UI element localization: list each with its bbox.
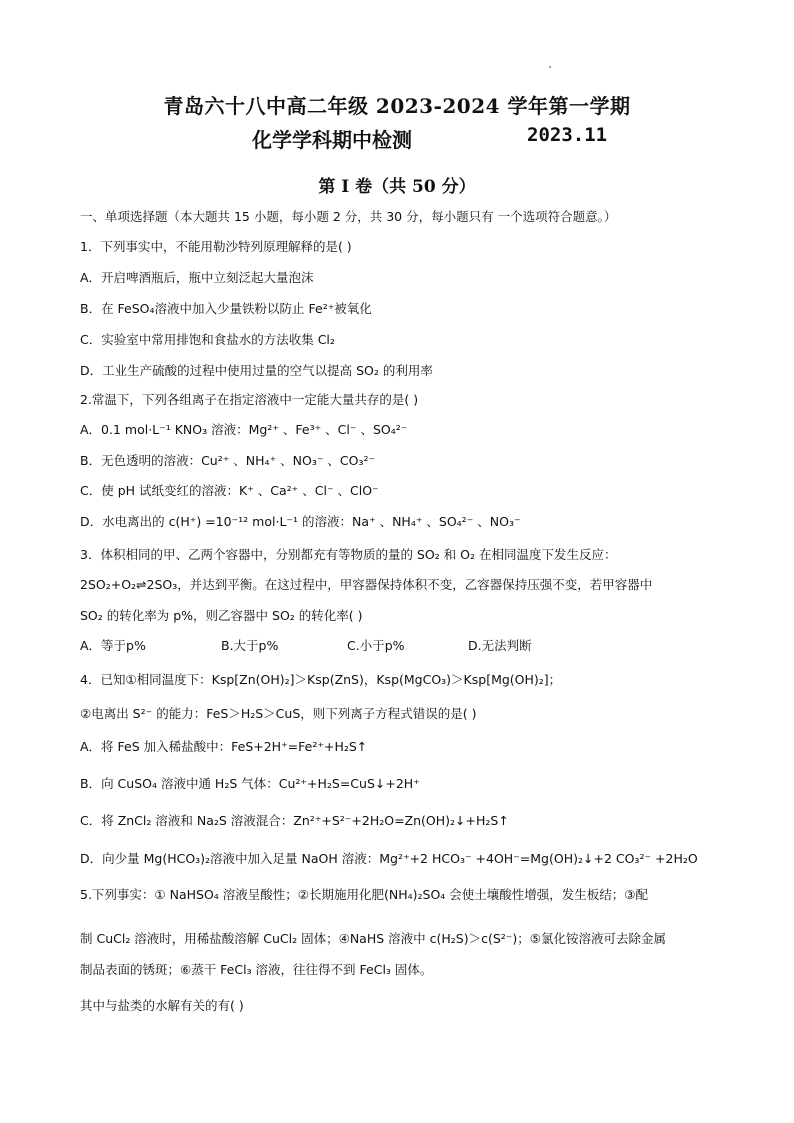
q1-option-a: A．开启啤酒瓶后，瓶中立刻泛起大量泡沫 (80, 270, 314, 285)
exam-subtitle: 化学学科期中检测 (252, 128, 412, 152)
q3-option-c: C.小于p% (347, 638, 405, 653)
q1-option-c: C．实验室中常用排饱和食盐水的方法收集 Cl₂ (80, 332, 335, 347)
q3-stem-line3: SO₂ 的转化率为 p%，则乙容器中 SO₂ 的转化率( ) (80, 608, 363, 623)
q2-stem: 2.常温下，下列各组离子在指定溶液中一定能大量共存的是( ) (80, 392, 419, 407)
q4-option-a: A．将 FeS 加入稀盐酸中：FeS+2H⁺=Fe²⁺+H₂S↑ (80, 739, 368, 754)
q3-stem-line2: 2SO₂+O₂⇌2SO₃，并达到平衡。在这过程中，甲容器保持体积不变，乙容器保持压强不变，若甲容器中 (80, 577, 653, 592)
q2-option-a: A．0.1 mol·L⁻¹ KNO₃ 溶液：Mg²⁺ 、Fe³⁺ 、Cl⁻ 、SO₄²⁻ (80, 422, 408, 437)
exam-title: 青岛六十八中高二年级 2023-2024 学年第一学期 (163, 94, 631, 118)
q3-option-d: D.无法判断 (468, 638, 532, 653)
q5-stem-line1: 5.下列事实：① NaHSO₄ 溶液呈酸性；②长期施用化肥(NH₄)₂SO₄ 会使土壤酸性增强，发生板结；③配 (80, 887, 648, 902)
exam-date: 2023.11 (527, 124, 608, 146)
q2-option-b: B．无色透明的溶液：Cu²⁺ 、NH₄⁺ 、NO₃⁻ 、CO₃²⁻ (80, 453, 376, 468)
q1-stem: 1．下列事实中，不能用勒沙特列原理解释的是( ) (80, 239, 352, 254)
q5-stem-line4: 其中与盐类的水解有关的有( ) (80, 998, 244, 1013)
section-instructions: 一、单项选择题（本大题共 15 小题，每小题 2 分，共 30 分，每小题只有 一个选项符合题意。） (80, 209, 617, 224)
q3-option-b: B.大于p% (221, 638, 279, 653)
q5-stem-line3: 制品表面的锈斑；⑥蒸干 FeCl₃ 溶液，往往得不到 FeCl₃ 固体。 (80, 962, 433, 977)
q2-option-c: C．使 pH 试纸变红的溶液：K⁺ 、Ca²⁺ 、Cl⁻ 、ClO⁻ (80, 483, 379, 498)
q5-stem-line2: 制 CuCl₂ 溶液时，用稀盐酸溶解 CuCl₂ 固体；④NaHS 溶液中 c(H₂S)＞c(S²⁻)；⑤氯化铵溶液可去除金属 (80, 931, 666, 946)
q3-option-a: A．等于p% (80, 638, 146, 653)
part-title: 第 I 卷（共 50 分） (318, 177, 476, 197)
q3-stem-line1: 3．体积相同的甲、乙两个容器中，分别都充有等物质的量的 SO₂ 和 O₂ 在相同温度下发生反应： (80, 547, 617, 562)
q2-option-d: D．水电离出的 c(H⁺) =10⁻¹² mol·L⁻¹ 的溶液：Na⁺ 、NH₄⁺ 、SO₄²⁻ 、NO₃⁻ (80, 514, 521, 529)
scan-speck (549, 66, 551, 68)
q4-stem-line2: ②电离出 S²⁻ 的能力：FeS＞H₂S＞CuS，则下列离子方程式错误的是( ) (80, 706, 477, 721)
q4-stem-line1: 4．已知①相同温度下：Ksp[Zn(OH)₂]＞Ksp(ZnS)，Ksp(MgCO₃)＞Ksp[Mg(OH)₂]； (80, 672, 562, 687)
q1-option-b: B．在 FeSO₄溶液中加入少量铁粉以防止 Fe²⁺被氧化 (80, 301, 372, 316)
q4-option-d: D．向少量 Mg(HCO₃)₂溶液中加入足量 NaOH 溶液：Mg²⁺+2 HCO₃⁻ +4OH⁻=Mg(OH)₂↓+2 CO₃²⁻ +2H₂O (80, 851, 698, 866)
q4-option-b: B．向 CuSO₄ 溶液中通 H₂S 气体：Cu²⁺+H₂S=CuS↓+2H⁺ (80, 776, 420, 791)
q1-option-d: D．工业生产硫酸的过程中使用过量的空气以提高 SO₂ 的利用率 (80, 363, 433, 378)
q4-option-c: C．将 ZnCl₂ 溶液和 Na₂S 溶液混合：Zn²⁺+S²⁻+2H₂O=Zn(OH)₂↓+H₂S↑ (80, 813, 509, 828)
